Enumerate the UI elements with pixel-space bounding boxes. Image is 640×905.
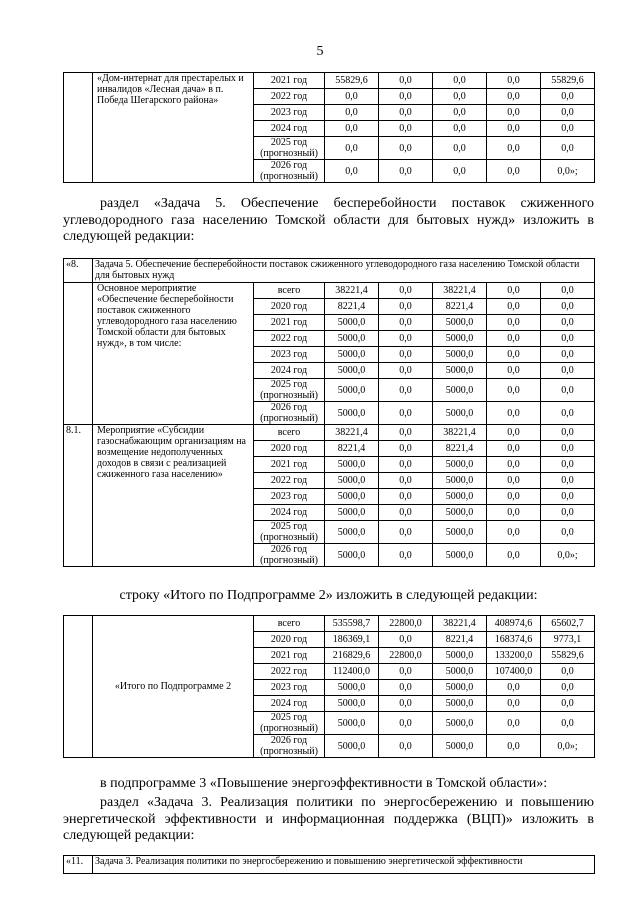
- paragraph-subprogram3: в подпрограмме 3 «Повышение энергоэффективности в Томской области»:: [100, 776, 548, 791]
- description-cell: «Итого по Подпрограмме 2: [93, 616, 254, 758]
- value-cell: 0,0: [541, 402, 595, 425]
- value-cell: 0,0: [379, 315, 433, 331]
- table-row: [64, 616, 595, 632]
- value-cell: 0,0: [541, 315, 595, 331]
- year-cell: всего: [254, 425, 325, 441]
- value-cell: 5000,0: [325, 680, 379, 696]
- year-cell: 2021 год: [254, 457, 325, 473]
- value-cell: 168374,6: [487, 632, 541, 648]
- value-cell: 5000,0: [325, 735, 379, 758]
- value-cell: 0,0: [379, 283, 433, 299]
- year-cell: 2023 год: [254, 347, 325, 363]
- value-cell: 5000,0: [325, 457, 379, 473]
- value-cell: 216829,6: [325, 648, 379, 664]
- value-cell: 133200,0: [487, 648, 541, 664]
- value-cell: 5000,0: [325, 315, 379, 331]
- value-cell: 0,0: [541, 299, 595, 315]
- value-cell: 0,0: [541, 489, 595, 505]
- value-cell: 0,0: [487, 441, 541, 457]
- value-cell: 65602,7: [541, 616, 595, 632]
- year-cell: 2025 год (прогнозный): [254, 521, 325, 544]
- value-cell: 38221,4: [433, 283, 487, 299]
- value-cell: 0,0: [379, 735, 433, 758]
- value-cell: 5000,0: [325, 489, 379, 505]
- year-cell: 2024 год: [254, 363, 325, 379]
- year-cell: 2023 год: [254, 105, 325, 121]
- value-cell: 8221,4: [433, 632, 487, 648]
- value-cell: 38221,4: [433, 616, 487, 632]
- index-cell: 8.1.: [64, 425, 93, 567]
- value-cell: 0,0: [541, 664, 595, 680]
- value-cell: 0,0: [379, 457, 433, 473]
- value-cell: 5000,0: [433, 712, 487, 735]
- index-cell: [64, 283, 93, 425]
- value-cell: 0,0: [433, 89, 487, 105]
- value-cell: 0,0: [541, 680, 595, 696]
- value-cell: 38221,4: [325, 425, 379, 441]
- value-cell: 0,0: [325, 105, 379, 121]
- value-cell: 0,0: [487, 521, 541, 544]
- value-cell: 0,0: [541, 379, 595, 402]
- value-cell: 38221,4: [433, 425, 487, 441]
- value-cell: 0,0: [379, 299, 433, 315]
- value-cell: 0,0: [487, 121, 541, 137]
- value-cell: 0,0: [541, 425, 595, 441]
- year-cell: 2022 год: [254, 89, 325, 105]
- value-cell: 5000,0: [433, 379, 487, 402]
- value-cell: 0,0: [541, 89, 595, 105]
- value-cell: 55829,6: [325, 73, 379, 89]
- value-cell: 0,0: [487, 544, 541, 567]
- description-cell: «Дом-интернат для престарелых и инвалидов «Лесная дача» в п. Победа Шегарского района»: [93, 73, 254, 183]
- value-cell: 0,0: [379, 680, 433, 696]
- year-cell: 2023 год: [254, 489, 325, 505]
- year-cell: 2026 год (прогнозный): [254, 402, 325, 425]
- value-cell: 0,0: [379, 160, 433, 183]
- value-cell: 0,0: [433, 137, 487, 160]
- value-cell: 0,0: [379, 105, 433, 121]
- value-cell: 5000,0: [325, 521, 379, 544]
- value-cell: 0,0: [379, 489, 433, 505]
- value-cell: 0,0: [379, 73, 433, 89]
- value-cell: 0,0: [379, 347, 433, 363]
- value-cell: 0,0: [487, 379, 541, 402]
- year-cell: 2022 год: [254, 664, 325, 680]
- year-cell: 2020 год: [254, 441, 325, 457]
- value-cell: 0,0: [379, 664, 433, 680]
- paragraph-itogo: строку «Итого по Подпрограмме 2» изложить в следующей редакции:: [119, 588, 538, 603]
- year-cell: 2023 год: [254, 680, 325, 696]
- paragraph-section-task3: раздел «Задача 3. Реализация политики по энергосбережению и повышению энергетической эффективности и информационная поддержка (ВЦП)» изложить в следующей редакции:: [63, 795, 594, 843]
- table-task3: [63, 855, 595, 874]
- value-cell: 0,0: [541, 712, 595, 735]
- description-cell: Основное мероприятие «Обеспечение бесперебойности поставок сжиженного углеводородного газа населению Томской области для бытовых нужд», в том числе:: [93, 283, 254, 425]
- value-cell: 8221,4: [433, 299, 487, 315]
- value-cell: 55829,6: [541, 73, 595, 89]
- value-cell: 0,0: [379, 473, 433, 489]
- value-cell: 0,0: [541, 363, 595, 379]
- value-cell: 5000,0: [433, 521, 487, 544]
- value-cell: 0,0: [487, 735, 541, 758]
- value-cell: 0,0: [487, 680, 541, 696]
- value-cell: 0,0: [487, 363, 541, 379]
- value-cell: 0,0: [379, 632, 433, 648]
- table4-index: «11.: [64, 856, 93, 874]
- value-cell: 0,0: [487, 160, 541, 183]
- value-cell: 0,0: [379, 137, 433, 160]
- value-cell: 5000,0: [433, 402, 487, 425]
- value-cell: 5000,0: [325, 402, 379, 425]
- value-cell: 0,0: [541, 105, 595, 121]
- value-cell: 0,0: [487, 283, 541, 299]
- value-cell: 0,0: [379, 402, 433, 425]
- value-cell: 0,0: [379, 331, 433, 347]
- value-cell: 5000,0: [433, 363, 487, 379]
- table4-header: Задача 3. Реализация политики по энергосбережению и повышению энергетической эффективности: [93, 856, 595, 874]
- value-cell: 5000,0: [325, 696, 379, 712]
- description-cell: Мероприятие «Субсидии газоснабжающим организациям на возмещение недополученных доходов в связи с реализацией сжиженного газа населению»: [93, 425, 254, 567]
- value-cell: 535598,7: [325, 616, 379, 632]
- value-cell: 5000,0: [325, 544, 379, 567]
- index-cell: [64, 73, 93, 183]
- value-cell: 0,0: [487, 457, 541, 473]
- value-cell: 5000,0: [433, 735, 487, 758]
- table-row: [64, 73, 595, 89]
- year-cell: 2020 год: [254, 632, 325, 648]
- value-cell: 5000,0: [433, 489, 487, 505]
- value-cell: 408974,6: [487, 616, 541, 632]
- value-cell: 0,0: [379, 544, 433, 567]
- value-cell: 5000,0: [325, 363, 379, 379]
- value-cell: 5000,0: [325, 505, 379, 521]
- value-cell: 0,0: [487, 425, 541, 441]
- value-cell: 0,0: [379, 379, 433, 402]
- value-cell: 0,0: [433, 105, 487, 121]
- table-dom-internat: [63, 72, 595, 183]
- value-cell: 0,0: [325, 89, 379, 105]
- value-cell: 5000,0: [433, 315, 487, 331]
- year-cell: 2022 год: [254, 473, 325, 489]
- value-cell: 0,0: [379, 696, 433, 712]
- year-cell: 2025 год (прогнозный): [254, 379, 325, 402]
- year-cell: 2024 год: [254, 696, 325, 712]
- table-row: [64, 425, 595, 441]
- value-cell: 5000,0: [325, 379, 379, 402]
- value-cell: 0,0: [541, 696, 595, 712]
- table-row: [64, 283, 595, 299]
- value-cell: 5000,0: [433, 457, 487, 473]
- year-cell: 2025 год (прогнозный): [254, 137, 325, 160]
- value-cell: 5000,0: [433, 544, 487, 567]
- year-cell: всего: [254, 616, 325, 632]
- year-cell: 2022 год: [254, 331, 325, 347]
- value-cell: 8221,4: [325, 299, 379, 315]
- value-cell: 107400,0: [487, 664, 541, 680]
- value-cell: 112400,0: [325, 664, 379, 680]
- year-cell: 2026 год (прогнозный): [254, 544, 325, 567]
- value-cell: 0,0: [541, 331, 595, 347]
- value-cell: 8221,4: [325, 441, 379, 457]
- value-cell: 0,0: [487, 315, 541, 331]
- value-cell: 5000,0: [433, 505, 487, 521]
- index-cell: [64, 616, 93, 758]
- value-cell: 0,0: [379, 712, 433, 735]
- value-cell: 22800,0: [379, 616, 433, 632]
- value-cell: 0,0»;: [541, 735, 595, 758]
- value-cell: 0,0: [541, 505, 595, 521]
- value-cell: 5000,0: [325, 347, 379, 363]
- year-cell: 2020 год: [254, 299, 325, 315]
- value-cell: 0,0: [541, 521, 595, 544]
- value-cell: 0,0: [487, 489, 541, 505]
- value-cell: 5000,0: [325, 331, 379, 347]
- value-cell: 38221,4: [325, 283, 379, 299]
- value-cell: 0,0: [433, 160, 487, 183]
- year-cell: 2021 год: [254, 315, 325, 331]
- table-task5: [63, 258, 595, 567]
- page-number: 5: [316, 44, 324, 59]
- value-cell: 0,0: [487, 473, 541, 489]
- value-cell: 0,0: [487, 299, 541, 315]
- value-cell: 0,0: [325, 137, 379, 160]
- paragraph-section-task5: раздел «Задача 5. Обеспечение бесперебойности поставок сжиженного углеводородного газа населению Томской области для бытовых нужд» изложить в следующей редакции:: [63, 196, 594, 244]
- value-cell: 9773,1: [541, 632, 595, 648]
- value-cell: 5000,0: [433, 347, 487, 363]
- value-cell: 0,0: [379, 121, 433, 137]
- index-cell: «8.: [64, 259, 93, 283]
- value-cell: 5000,0: [433, 331, 487, 347]
- value-cell: 186369,1: [325, 632, 379, 648]
- year-cell: всего: [254, 283, 325, 299]
- value-cell: 0,0: [487, 73, 541, 89]
- value-cell: 0,0: [433, 121, 487, 137]
- value-cell: 5000,0: [433, 473, 487, 489]
- value-cell: 0,0: [325, 121, 379, 137]
- table-itogo: [63, 615, 595, 758]
- year-cell: 2021 год: [254, 73, 325, 89]
- value-cell: 0,0: [541, 441, 595, 457]
- value-cell: 0,0: [487, 89, 541, 105]
- value-cell: 5000,0: [433, 664, 487, 680]
- year-cell: 2024 год: [254, 121, 325, 137]
- year-cell: 2026 год (прогнозный): [254, 160, 325, 183]
- value-cell: 5000,0: [433, 648, 487, 664]
- value-cell: 0,0: [487, 696, 541, 712]
- value-cell: 0,0: [487, 402, 541, 425]
- year-cell: 2024 год: [254, 505, 325, 521]
- value-cell: 0,0: [487, 331, 541, 347]
- value-cell: 0,0: [541, 347, 595, 363]
- table-header-row: [64, 259, 595, 283]
- value-cell: 0,0: [379, 363, 433, 379]
- value-cell: 0,0: [541, 473, 595, 489]
- value-cell: 0,0: [379, 505, 433, 521]
- value-cell: 0,0: [379, 441, 433, 457]
- value-cell: 0,0: [487, 712, 541, 735]
- year-cell: 2026 год (прогнозный): [254, 735, 325, 758]
- value-cell: 0,0: [541, 283, 595, 299]
- value-cell: 0,0: [541, 121, 595, 137]
- value-cell: 0,0: [487, 347, 541, 363]
- header-cell: Задача 5. Обеспечение бесперебойности поставок сжиженного углеводородного газа населению Томской области для бытовых нужд: [93, 259, 595, 283]
- value-cell: 0,0: [433, 73, 487, 89]
- value-cell: 22800,0: [379, 648, 433, 664]
- value-cell: 0,0: [379, 425, 433, 441]
- value-cell: 5000,0: [433, 680, 487, 696]
- value-cell: 0,0: [487, 105, 541, 121]
- value-cell: 0,0: [379, 521, 433, 544]
- value-cell: 55829,6: [541, 648, 595, 664]
- value-cell: 0,0: [379, 89, 433, 105]
- value-cell: 0,0: [541, 457, 595, 473]
- value-cell: 5000,0: [325, 712, 379, 735]
- value-cell: 0,0: [541, 137, 595, 160]
- year-cell: 2025 год (прогнозный): [254, 712, 325, 735]
- value-cell: 5000,0: [325, 473, 379, 489]
- value-cell: 0,0: [325, 160, 379, 183]
- year-cell: 2021 год: [254, 648, 325, 664]
- value-cell: 0,0»;: [541, 160, 595, 183]
- value-cell: 5000,0: [433, 696, 487, 712]
- value-cell: 0,0: [487, 505, 541, 521]
- value-cell: 8221,4: [433, 441, 487, 457]
- value-cell: 0,0: [487, 137, 541, 160]
- value-cell: 0,0»;: [541, 544, 595, 567]
